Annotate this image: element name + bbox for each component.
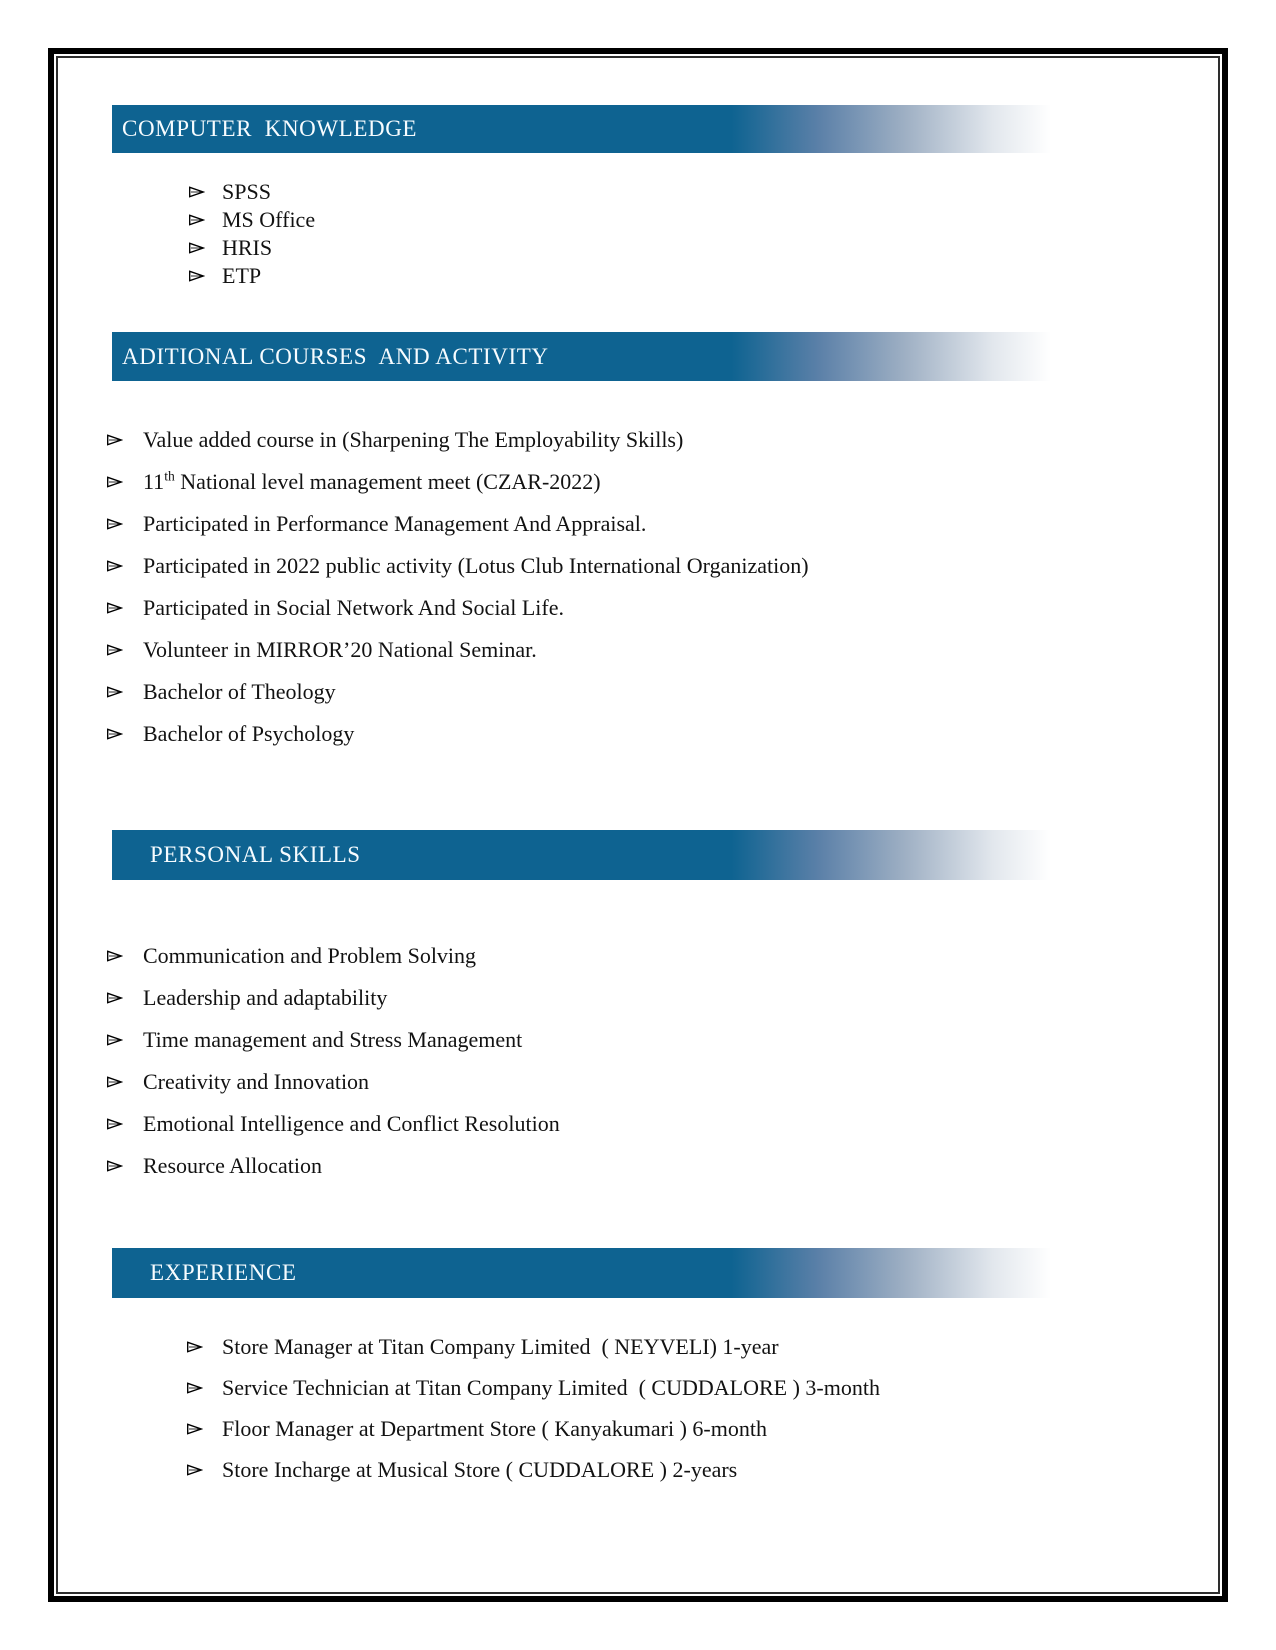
arrow-bullet-icon [188, 213, 222, 227]
list-item-text: Creativity and Innovation [143, 1069, 370, 1094]
list-item-text: Emotional Intelligence and Conflict Resolution [143, 1111, 560, 1136]
list-item [106, 545, 809, 587]
list-item [106, 587, 809, 629]
list-item-text: Participated in 2022 public activity (Lotus Club International Organization) [143, 553, 809, 578]
list-item-text: Floor Manager at Department Store ( Kanyakumari ) 6-month [222, 1416, 767, 1441]
list-item-text: ETP [222, 263, 262, 288]
arrow-bullet-icon [106, 1033, 143, 1047]
list-item [188, 234, 315, 262]
list-item [186, 1449, 880, 1490]
arrow-bullet-icon [186, 1422, 222, 1436]
list-item [186, 1408, 880, 1449]
list-item [106, 977, 560, 1019]
list-item [188, 262, 315, 290]
list-item-text: Resource Allocation [143, 1153, 323, 1178]
arrow-bullet-icon [106, 601, 143, 615]
list-item-text: Service Technician at Titan Company Limited ( CUDDALORE ) 3-month [222, 1375, 880, 1400]
additional-courses-list [106, 419, 809, 755]
list-item-text: Bachelor of Psychology [143, 721, 355, 746]
ordinal-superscript: th [164, 468, 175, 484]
arrow-bullet-icon [106, 685, 143, 699]
list-item-text: Participated in Social Network And Social Life. [143, 595, 564, 620]
list-item [106, 935, 560, 977]
list-item-text: SPSS [222, 179, 271, 204]
list-item [106, 419, 809, 461]
arrow-bullet-icon [188, 241, 222, 255]
personal-skills-list [106, 935, 560, 1187]
list-item [106, 503, 809, 545]
list-item-text: Communication and Problem Solving [143, 943, 477, 968]
list-item-text: Volunteer in MIRROR’20 National Seminar. [143, 637, 537, 662]
section-header-personal-skills [112, 830, 1080, 880]
arrow-bullet-icon [106, 433, 143, 447]
section-title: COMPUTER KNOWLEDGE [122, 116, 418, 141]
list-item [106, 1061, 560, 1103]
arrow-bullet-icon [106, 643, 143, 657]
list-item-text: Participated in Performance Management And Appraisal. [143, 511, 647, 536]
arrow-bullet-icon [106, 475, 143, 489]
list-item [188, 206, 315, 234]
list-item-text: Leadership and adaptability [143, 985, 388, 1010]
list-item-text: MS Office [222, 207, 316, 232]
experience-list [186, 1326, 880, 1490]
arrow-bullet-icon [106, 949, 143, 963]
arrow-bullet-icon [186, 1340, 222, 1354]
arrow-bullet-icon [106, 1117, 143, 1131]
list-item [106, 1145, 560, 1187]
arrow-bullet-icon [106, 1075, 143, 1089]
arrow-bullet-icon [188, 269, 222, 283]
section-title: ADITIONAL COURSES AND ACTIVITY [122, 343, 549, 369]
list-item-text: 11th National level management meet (CZAR-2022) [143, 468, 601, 494]
section-header-experience [112, 1248, 1080, 1298]
list-item-text: HRIS [222, 235, 273, 260]
list-item [106, 1019, 560, 1061]
arrow-bullet-icon [106, 991, 143, 1005]
list-item [186, 1367, 880, 1408]
arrow-bullet-icon [186, 1463, 222, 1477]
arrow-bullet-icon [106, 559, 143, 573]
computer-knowledge-list [188, 178, 315, 290]
list-item [106, 1103, 560, 1145]
arrow-bullet-icon [188, 185, 222, 199]
section-header-computer-knowledge [112, 105, 1080, 153]
list-item [106, 629, 809, 671]
list-item [106, 671, 809, 713]
list-item-text: Value added course in (Sharpening The Employability Skills) [143, 427, 684, 452]
arrow-bullet-icon [186, 1381, 222, 1395]
list-item-text: Store Incharge at Musical Store ( CUDDALORE ) 2-years [222, 1457, 738, 1482]
section-title: PERSONAL SKILLS [150, 842, 361, 867]
section-header-additional-courses [112, 332, 1080, 381]
list-item [106, 461, 809, 503]
arrow-bullet-icon [106, 517, 143, 531]
list-item [106, 713, 809, 755]
arrow-bullet-icon [106, 727, 143, 741]
list-item [186, 1326, 880, 1367]
section-title: EXPERIENCE [150, 1260, 297, 1285]
arrow-bullet-icon [106, 1159, 143, 1173]
list-item-text: Store Manager at Titan Company Limited ( NEYVELI) 1-year [222, 1334, 779, 1359]
list-item [188, 178, 315, 206]
list-item-text: Bachelor of Theology [143, 679, 336, 704]
list-item-text: Time management and Stress Management [143, 1027, 523, 1052]
